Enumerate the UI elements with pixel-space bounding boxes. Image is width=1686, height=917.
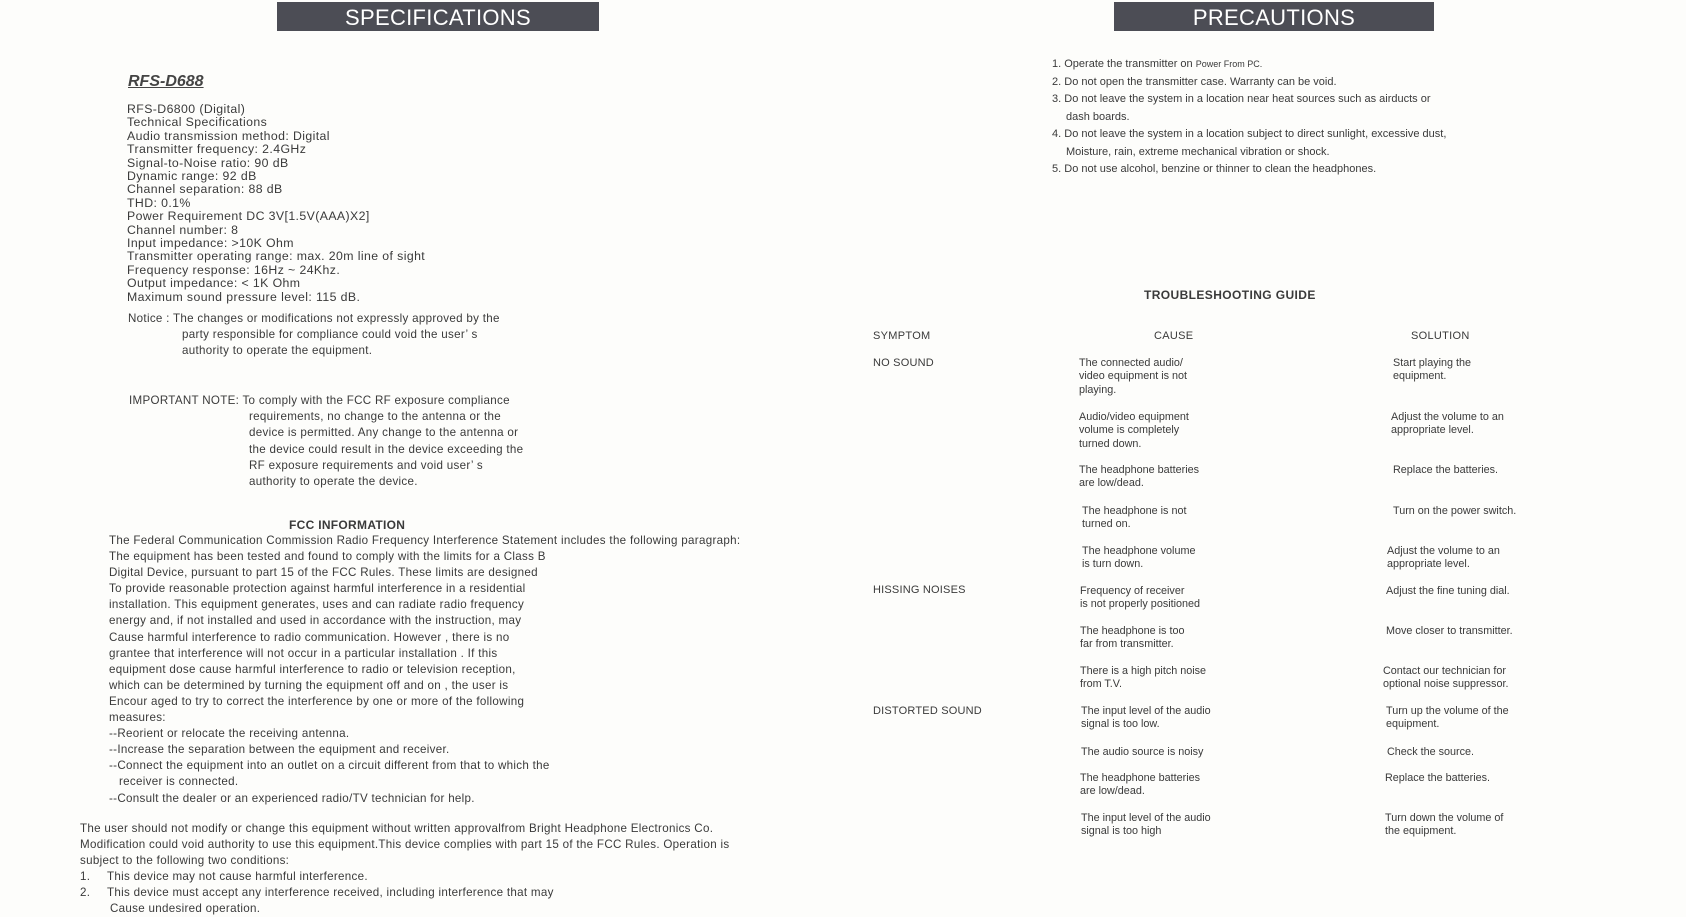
user-modification-notice — [80, 821, 800, 917]
user-line: The user should not modify or change this equipment without written approvalfrom Bright Headphone Electronics Co. — [80, 822, 714, 835]
cause-cell: The headphone batteries are low/dead. — [1079, 464, 1200, 490]
cause-cell: The headphone is too far from transmitter. — [1080, 625, 1185, 651]
precaution-number: 2. — [1052, 75, 1062, 88]
fcc-line: --Connect the equipment into an outlet on a circuit different from that to which the — [109, 759, 550, 773]
cause-cell: The headphone batteries are low/dead. — [1080, 772, 1201, 798]
precaution-text: Do not use alcohol, benzine or thinner to clean the headphones. — [1064, 163, 1377, 175]
spec-line: Signal-to-Noise ratio: 90 dB — [127, 155, 289, 170]
important-note-line: IMPORTANT NOTE: To comply with the FCC RF exposure compliance — [129, 394, 510, 407]
fcc-line: --Reorient or relocate the receiving antenna. — [109, 727, 350, 741]
symptom-label: HISSING NOISES — [873, 584, 966, 596]
solution-cell: Replace the batteries. — [1385, 772, 1491, 784]
spec-line: THD: 0.1% — [127, 195, 191, 210]
important-note-line: RF exposure requirements and void user’ s — [249, 458, 483, 472]
cause-cell: The connected audio/ video equipment is not playing. — [1079, 357, 1188, 396]
precaution-text: Do not open the transmitter case. Warranty can be void. — [1064, 75, 1337, 88]
fcc-line: The equipment has been tested and found to comply with the limits for a Class B — [109, 550, 546, 564]
important-note-line: requirements, no change to the antenna or the — [249, 410, 501, 424]
solution-cell: Start playing the equipment. — [1393, 357, 1472, 383]
solution-cell: Contact our technician for optional noise suppressor. — [1383, 665, 1509, 691]
cause-column-header: CAUSE — [1154, 330, 1194, 342]
solution-cell: Move closer to transmitter. — [1386, 625, 1513, 637]
solution-cell: Replace the batteries. — [1393, 464, 1499, 476]
fcc-line: --Increase the separation between the equipment and receiver. — [109, 743, 450, 757]
cause-cell: The audio source is noisy — [1081, 746, 1204, 758]
precaution-item — [1052, 161, 1522, 179]
fcc-statement — [109, 533, 799, 807]
fcc-line: The Federal Communication Commission Radio Frequency Interference Statement includes the following paragraph: — [109, 534, 741, 547]
cause-cell: Audio/video equipment volume is completely turned down. — [1079, 411, 1189, 450]
troubleshooting-title: TROUBLESHOOTING GUIDE — [1144, 288, 1316, 302]
precaution-item — [1052, 74, 1522, 92]
fcc-line: equipment dose cause harmful interference to radio or television reception, — [109, 662, 516, 676]
solution-cell: Check the source. — [1387, 746, 1475, 758]
condition-number: 2. — [80, 886, 91, 899]
precaution-text: Operate the transmitter on — [1064, 58, 1193, 70]
condition-continuation: Cause undesired operation. — [110, 902, 261, 915]
precaution-number: 4. — [1052, 128, 1062, 140]
spec-line: Technical Specifications — [127, 115, 268, 130]
spec-line: Output impedance: < 1K Ohm — [127, 276, 301, 291]
spec-line: Transmitter operating range: max. 20m line of sight — [127, 249, 426, 264]
notice-line: authority to operate the equipment. — [182, 344, 373, 357]
condition-text: This device may not cause harmful interference. — [107, 870, 368, 883]
condition-item — [80, 885, 800, 901]
spec-line: Dynamic range: 92 dB — [127, 169, 257, 184]
symptom-column-header: SYMPTOM — [873, 330, 931, 342]
precaution-continuation: Moisture, rain, extreme mechanical vibration or shock. — [1066, 145, 1330, 158]
notice-paragraph — [128, 311, 548, 359]
precaution-text: Do not leave the system in a location near heat sources such as airducts or — [1064, 93, 1431, 105]
notice-line: Notice : The changes or modifications not expressly approved by the — [128, 312, 500, 325]
condition-number: 1. — [80, 870, 91, 883]
fcc-line: measures: — [109, 711, 166, 725]
fcc-line: --Consult the dealer or an experienced radio/TV technician for help. — [109, 791, 475, 805]
condition-item — [80, 869, 800, 885]
solution-cell: Adjust the volume to an appropriate level. — [1391, 411, 1504, 437]
user-line: Modification could void authority to use this equipment.This device complies with part 15 of the FCC Rules. Operation is — [80, 838, 730, 851]
solution-cell: Adjust the fine tuning dial. — [1386, 585, 1510, 597]
spec-line: Maximum sound pressure level: 115 dB. — [127, 289, 361, 304]
fcc-line: Digital Device, pursuant to part 15 of the FCC Rules. These limits are designed — [109, 566, 538, 580]
symptom-label: DISTORTED SOUND — [873, 705, 982, 717]
precaution-text: Do not leave the system in a location subject to direct sunlight, excessive dust, — [1064, 128, 1447, 140]
spec-line: Audio transmission method: Digital — [127, 128, 330, 143]
fcc-line: installation. This equipment generates, uses and can radiate radio frequency — [109, 598, 525, 612]
precaution-number: 5. — [1052, 163, 1062, 175]
important-note-line: the device could result in the device exceeding the — [249, 442, 524, 456]
condition-text: This device must accept any interference received, including interference that may — [107, 886, 554, 899]
cause-cell: The headphone is not turned on. — [1082, 505, 1187, 531]
precaution-item — [1052, 56, 1522, 74]
fcc-line: which can be determined by turning the equipment off and on , the user is — [109, 678, 509, 692]
fcc-line: To provide reasonable protection against harmful interference in a residential — [109, 582, 526, 596]
spec-list — [127, 103, 425, 304]
specifications-banner: SPECIFICATIONS — [277, 2, 599, 31]
precaution-item — [1052, 91, 1522, 109]
symptom-label: NO SOUND — [873, 357, 934, 369]
spec-line: Frequency response: 16Hz ~ 24Khz. — [127, 262, 341, 277]
precautions-list — [1052, 56, 1522, 179]
cause-cell: The input level of the audio signal is too low. — [1081, 705, 1211, 731]
notice-line: party responsible for compliance could void the user’ s — [182, 328, 478, 341]
spec-line: Input impedance: >10K Ohm — [127, 236, 294, 251]
model-name: RFS-D688 — [128, 73, 204, 90]
fcc-line: energy and, if not installed and used in accordance with the instruction, may — [109, 614, 522, 628]
fcc-title: FCC INFORMATION — [289, 518, 406, 532]
fcc-line: grantee that interference will not occur in a particular installation . If this — [109, 646, 498, 660]
precaution-continuation: dash boards. — [1066, 110, 1130, 123]
important-note-line: device is permitted. Any change to the antenna or — [249, 426, 519, 440]
user-line: subject to the following two conditions: — [80, 854, 290, 867]
precautions-banner: PRECAUTIONS — [1114, 2, 1434, 31]
cause-cell: The headphone volume is turn down. — [1082, 545, 1196, 571]
solution-cell: Turn down the volume of the equipment. — [1385, 812, 1504, 838]
spec-line: Channel separation: 88 dB — [127, 182, 283, 197]
solution-column-header: SOLUTION — [1411, 330, 1470, 342]
precaution-number: 3. — [1052, 93, 1062, 105]
fcc-line: receiver is connected. — [119, 775, 239, 789]
precaution-item — [1052, 126, 1522, 144]
spec-line: Power Requirement DC 3V[1.5V(AAA)X2] — [127, 209, 370, 224]
solution-cell: Turn up the volume of the equipment. — [1386, 705, 1509, 731]
spec-line: Channel number: 8 — [127, 222, 239, 237]
important-note-line: authority to operate the device. — [249, 475, 418, 489]
precaution-number: 1. — [1052, 58, 1062, 70]
spec-line: Transmitter frequency: 2.4GHz — [127, 142, 307, 157]
cause-cell: Frequency of receiver is not properly positioned — [1080, 585, 1201, 611]
cause-cell: The input level of the audio signal is too high — [1081, 812, 1211, 838]
important-note — [129, 393, 589, 490]
fcc-line: Encour aged to try to correct the interference by one or more of the following — [109, 694, 525, 708]
precaution-small-text: Power From PC. — [1195, 59, 1263, 69]
spec-line: RFS-D6800 (Digital) — [127, 102, 246, 116]
fcc-line: Cause harmful interference to radio communication. However , there is no — [109, 630, 510, 644]
solution-cell: Adjust the volume to an appropriate level. — [1387, 545, 1500, 571]
cause-cell: There is a high pitch noise from T.V. — [1080, 665, 1207, 691]
solution-cell: Turn on the power switch. — [1393, 505, 1517, 517]
